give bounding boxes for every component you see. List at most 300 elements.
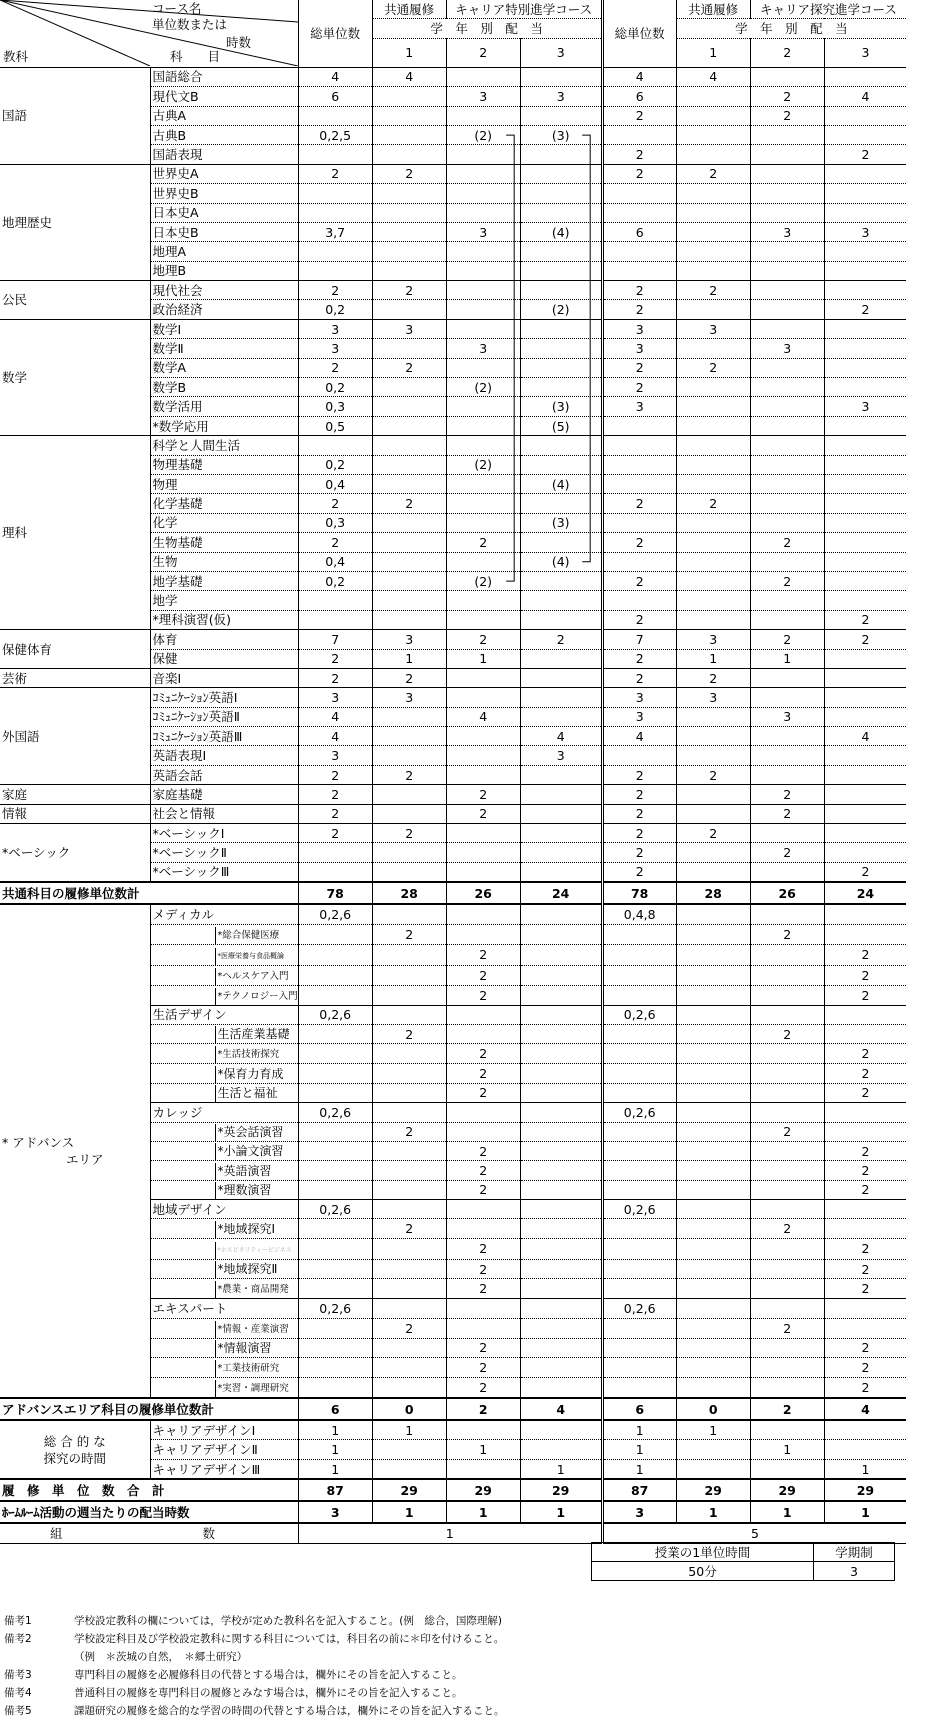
tankyu-subject: キャリアデザインⅡ bbox=[150, 1440, 298, 1459]
year-header2-y2: 2 bbox=[750, 38, 824, 67]
kyoka-name: *ベーシック bbox=[0, 824, 150, 883]
subject-value: 4 bbox=[602, 67, 676, 86]
area-subject-label: *保育力育成 bbox=[215, 1066, 284, 1083]
kyoka-name: 情報 bbox=[0, 804, 150, 823]
grand-total-value: 29 bbox=[824, 1479, 906, 1501]
subject-value: 2 bbox=[602, 843, 676, 862]
subject-value: 3 bbox=[602, 707, 676, 726]
area-value: 2 bbox=[824, 1378, 906, 1399]
area-subject-label: *小論文演習 bbox=[215, 1143, 284, 1160]
area-subject-label: 生活産業基礎 bbox=[215, 1026, 290, 1043]
area-subject-label: *英語演習 bbox=[215, 1163, 272, 1180]
kyoka-name: 外国語 bbox=[0, 688, 150, 785]
subject-value: 2 bbox=[446, 804, 520, 823]
area-total-1: 0,2,6 bbox=[298, 1200, 372, 1219]
subject-value: 0,2 bbox=[298, 571, 372, 590]
note-text: 学校設定科目及び学校設定教科に関する科目については，科目名の前に＊印を付けること。 bbox=[74, 1633, 505, 1645]
grand-total-value: 87 bbox=[602, 1479, 676, 1501]
subject-value: 2 bbox=[750, 804, 824, 823]
subject-value: 2 bbox=[750, 843, 824, 862]
subject-value: 1 bbox=[750, 649, 824, 668]
subject-value: 0,2,5 bbox=[298, 125, 372, 144]
subject-value: 2 bbox=[824, 630, 906, 649]
area-subject-label: *情報・産業演習 bbox=[215, 1321, 289, 1338]
course-label: コース名 bbox=[152, 1, 202, 16]
subject-value: 2 bbox=[602, 785, 676, 804]
kumi-value-1: 1 bbox=[298, 1523, 602, 1543]
subject-value: 2 bbox=[602, 824, 676, 843]
area-value: 2 bbox=[750, 1122, 824, 1141]
subject-value: 2 bbox=[446, 785, 520, 804]
subject-value: 2 bbox=[298, 765, 372, 784]
subject-value: 3 bbox=[372, 630, 446, 649]
note-key: 備考3 bbox=[4, 1669, 32, 1681]
area-value: 2 bbox=[824, 1338, 906, 1357]
year-header-y3: 3 bbox=[520, 38, 602, 67]
subject-value: 4 bbox=[520, 727, 602, 746]
area-value: 2 bbox=[824, 985, 906, 1005]
area-total-2: 0,2,6 bbox=[602, 1103, 676, 1122]
subject-value: 3 bbox=[298, 688, 372, 707]
note-key: 備考2 bbox=[4, 1633, 32, 1645]
area-value: 2 bbox=[446, 1161, 520, 1180]
tankyu-value: 1 bbox=[298, 1420, 372, 1440]
subject-value: 4 bbox=[824, 727, 906, 746]
advance-total-value: 2 bbox=[446, 1398, 520, 1420]
subject-value: 3 bbox=[446, 222, 520, 241]
area-total-2: 0,2,6 bbox=[602, 1005, 676, 1024]
tankyu-name-2: 探究の時間 bbox=[43, 1450, 106, 1466]
homeroom-value: 1 bbox=[446, 1501, 520, 1523]
subject-value: 2 bbox=[372, 358, 446, 377]
note-key: 備考5 bbox=[4, 1705, 32, 1717]
subject-value: 2 bbox=[676, 494, 750, 513]
area-value: 2 bbox=[372, 1318, 446, 1338]
subject-value: 2 bbox=[824, 610, 906, 629]
kyoka-name: 理科 bbox=[0, 436, 150, 630]
subject-value: 2 bbox=[520, 630, 602, 649]
tankyu-value: 1 bbox=[372, 1420, 446, 1440]
area-subject-label: *ホスピタリティービジネス bbox=[215, 1242, 292, 1259]
subject-value: 2 bbox=[602, 765, 676, 784]
subject-name: ｺﾐｭﾆｹｰｼｮﾝ英語Ⅲ bbox=[150, 727, 298, 746]
subject-name: *ベーシックⅢ bbox=[150, 862, 298, 882]
area-total-1: 0,2,6 bbox=[298, 1299, 372, 1318]
area-value: 2 bbox=[824, 965, 906, 985]
area-name: カレッジ bbox=[150, 1103, 298, 1122]
subject-value: (4) bbox=[520, 474, 602, 493]
bracket-line bbox=[582, 135, 590, 562]
grand-total-value: 29 bbox=[446, 1479, 520, 1501]
subject-name: 物理 bbox=[150, 474, 298, 493]
subject-value: 3 bbox=[520, 746, 602, 765]
subject-value: 7 bbox=[298, 630, 372, 649]
subject-value: 2 bbox=[750, 571, 824, 590]
subject-name: 地理A bbox=[150, 242, 298, 261]
area-value: 2 bbox=[446, 1141, 520, 1160]
area-value: 2 bbox=[824, 944, 906, 965]
subject-value: 2 bbox=[446, 630, 520, 649]
subject-value: 2 bbox=[602, 571, 676, 590]
advance-total-value: 0 bbox=[372, 1398, 446, 1420]
subject-value: (2) bbox=[446, 125, 520, 144]
tankyu-value: 1 bbox=[298, 1440, 372, 1459]
area-value: 2 bbox=[446, 1238, 520, 1259]
subject-value: 2 bbox=[372, 164, 446, 183]
subject-value: (2) bbox=[446, 455, 520, 474]
subject-value: 2 bbox=[298, 533, 372, 552]
tankyu-value: 1 bbox=[824, 1459, 906, 1479]
area-subject-label: *総合保健医療 bbox=[215, 927, 280, 944]
area-value: 2 bbox=[824, 1161, 906, 1180]
subject-value: 3,7 bbox=[298, 222, 372, 241]
homeroom-value: 1 bbox=[520, 1501, 602, 1523]
subject-value: 3 bbox=[602, 397, 676, 416]
area-value: 2 bbox=[824, 1259, 906, 1278]
area-subject-label: *農業・商品開発 bbox=[215, 1281, 289, 1298]
subject-value: 2 bbox=[298, 281, 372, 300]
year-header2-y1: 1 bbox=[676, 38, 750, 67]
subject-value: 3 bbox=[298, 319, 372, 338]
subject-value: 0,4 bbox=[298, 552, 372, 571]
subject-name: 物理基礎 bbox=[150, 455, 298, 474]
subject-value: 2 bbox=[602, 358, 676, 377]
course1-common-header: 共通履修 bbox=[372, 0, 446, 19]
year-header-y1: 1 bbox=[372, 38, 446, 67]
area-subject-label: *テクノロジー入門 bbox=[215, 988, 298, 1005]
subject-name: 世界史A bbox=[150, 164, 298, 183]
subject-value: 2 bbox=[602, 649, 676, 668]
common-total-value: 24 bbox=[824, 882, 906, 904]
subject-value: 2 bbox=[602, 610, 676, 629]
subject-name: 政治経済 bbox=[150, 300, 298, 319]
common-total-value: 26 bbox=[446, 882, 520, 904]
area-value: 2 bbox=[446, 944, 520, 965]
area-value: 2 bbox=[446, 1279, 520, 1299]
subject-value: 2 bbox=[298, 649, 372, 668]
homeroom-value: 1 bbox=[750, 1501, 824, 1523]
area-subject-label: 生活と福祉 bbox=[215, 1085, 278, 1102]
subject-value: 0,3 bbox=[298, 513, 372, 532]
subject-value: 0,4 bbox=[298, 474, 372, 493]
subject-name: *ベーシックⅠ bbox=[150, 824, 298, 843]
advance-total-value: 0 bbox=[676, 1398, 750, 1420]
area-value: 2 bbox=[824, 1238, 906, 1259]
subject-name: 地学基礎 bbox=[150, 571, 298, 590]
grand-total-value: 29 bbox=[750, 1479, 824, 1501]
note-key: 備考1 bbox=[4, 1615, 32, 1627]
subject-value: (3) bbox=[520, 125, 602, 144]
kumi-label-2: 数 bbox=[202, 1525, 216, 1541]
subject-value: 3 bbox=[372, 688, 446, 707]
subject-name: 数学Ⅱ bbox=[150, 339, 298, 358]
subject-value: 2 bbox=[676, 668, 750, 687]
advance-total-value: 4 bbox=[520, 1398, 602, 1420]
homeroom-label: ﾎｰﾑﾙｰﾑ活動の週当たりの配当時数 bbox=[0, 1501, 298, 1523]
kumi-value-2: 5 bbox=[602, 1523, 906, 1543]
bracket-line bbox=[506, 135, 514, 581]
subject-name: 社会と情報 bbox=[150, 804, 298, 823]
subject-value: 3 bbox=[520, 87, 602, 106]
area-total-2: 0,4,8 bbox=[602, 904, 676, 924]
area-value: 2 bbox=[750, 1318, 824, 1338]
area-total-2: 0,2,6 bbox=[602, 1200, 676, 1219]
subject-value: 3 bbox=[750, 339, 824, 358]
subject-name: 化学基礎 bbox=[150, 494, 298, 513]
course1-name-header: キャリア特別進学コース bbox=[446, 0, 602, 19]
area-value: 2 bbox=[446, 985, 520, 1005]
subject-value: 0,3 bbox=[298, 397, 372, 416]
area-value: 2 bbox=[750, 924, 824, 944]
subject-value: 2 bbox=[602, 378, 676, 397]
area-subject-label: *医療栄養与食品概論 bbox=[215, 948, 285, 965]
subject-name: 現代社会 bbox=[150, 281, 298, 300]
area-value: 2 bbox=[372, 924, 446, 944]
subject-value: 2 bbox=[750, 533, 824, 552]
unit-time-value: 50分 bbox=[592, 1562, 814, 1581]
subject-value: 2 bbox=[372, 668, 446, 687]
subject-name: 日本史B bbox=[150, 222, 298, 241]
units-label: 単位数または bbox=[152, 17, 228, 32]
subject-name: 地学 bbox=[150, 591, 298, 610]
subject-value: 2 bbox=[676, 164, 750, 183]
hours-label: 時数 bbox=[226, 35, 252, 50]
subject-value: 2 bbox=[750, 785, 824, 804]
subject-value: (5) bbox=[520, 416, 602, 435]
subject-value: 0,5 bbox=[298, 416, 372, 435]
subject-value: 3 bbox=[298, 746, 372, 765]
area-subject-label: *地域探究Ⅰ bbox=[215, 1221, 276, 1238]
area-total-1: 0,2,6 bbox=[298, 1005, 372, 1024]
tankyu-value: 1 bbox=[446, 1440, 520, 1459]
course2-name-header: キャリア探究進学コース bbox=[750, 0, 906, 19]
tankyu-subject: キャリアデザインⅢ bbox=[150, 1459, 298, 1479]
subject-value: 2 bbox=[602, 862, 676, 882]
area-name: エキスパート bbox=[150, 1299, 298, 1318]
subject-name: 数学A bbox=[150, 358, 298, 377]
subject-value: 3 bbox=[298, 339, 372, 358]
area-value: 2 bbox=[824, 1180, 906, 1199]
subject-value: 0,2 bbox=[298, 378, 372, 397]
tankyu-value: 1 bbox=[676, 1420, 750, 1440]
subject-value: 6 bbox=[602, 87, 676, 106]
area-subject-label: *情報演習 bbox=[215, 1340, 272, 1357]
subject-name: 英語会話 bbox=[150, 765, 298, 784]
course2-common-header: 共通履修 bbox=[676, 0, 750, 19]
area-total-1: 0,2,6 bbox=[298, 1103, 372, 1122]
kumi-label-1: 組 bbox=[50, 1525, 63, 1541]
subject-value: 2 bbox=[602, 533, 676, 552]
note-text: 専門科目の履修を必履修科目の代替とする場合は，欄外にその旨を記入すること。 bbox=[74, 1669, 463, 1681]
area-value: 2 bbox=[824, 1141, 906, 1160]
advance-total-label: アドバンスエリア科目の履修単位数計 bbox=[0, 1398, 298, 1420]
advance-total-value: 2 bbox=[750, 1398, 824, 1420]
area-total-1: 0,2,6 bbox=[298, 904, 372, 924]
subject-name: 古典B bbox=[150, 125, 298, 144]
term-label: 学期制 bbox=[814, 1543, 895, 1562]
grand-total-label: 履 修 単 位 数 合 計 bbox=[0, 1479, 298, 1501]
subject-value: 3 bbox=[372, 319, 446, 338]
area-value: 2 bbox=[824, 1358, 906, 1378]
subject-value: 3 bbox=[750, 222, 824, 241]
area-subject-label: *工業技術研究 bbox=[215, 1360, 280, 1377]
subject-value: 2 bbox=[602, 668, 676, 687]
subject-value: 6 bbox=[298, 87, 372, 106]
note-text: 学校設定教科の欄については，学校が定めた教科名を記入すること。(例 総合，国際理解) bbox=[74, 1615, 502, 1627]
by-year-header-1: 学 年 別 配 当 bbox=[372, 19, 602, 38]
subject-value: 2 bbox=[298, 804, 372, 823]
subject-value: (3) bbox=[520, 513, 602, 532]
advance-name-1: * アドバンス bbox=[2, 1135, 75, 1151]
tankyu-subject: キャリアデザインⅠ bbox=[150, 1420, 298, 1440]
area-subject-label: *ヘルスケア入門 bbox=[215, 968, 289, 985]
area-value: 2 bbox=[824, 1279, 906, 1299]
area-subject-label: *生活技術探究 bbox=[215, 1046, 280, 1063]
subject-value: 2 bbox=[676, 824, 750, 843]
subject-value: 2 bbox=[298, 785, 372, 804]
subject-value: 4 bbox=[824, 87, 906, 106]
area-subject-label: *理数演習 bbox=[215, 1182, 272, 1199]
subject-name: 世界史B bbox=[150, 184, 298, 203]
homeroom-value: 3 bbox=[602, 1501, 676, 1523]
common-total-value: 28 bbox=[676, 882, 750, 904]
subject-value: 3 bbox=[824, 222, 906, 241]
kyoka-name: 芸術 bbox=[0, 668, 150, 687]
area-name: 地域デザイン bbox=[150, 1200, 298, 1219]
area-value: 2 bbox=[446, 1083, 520, 1102]
subject-value: 2 bbox=[298, 358, 372, 377]
subject-value: 1 bbox=[446, 649, 520, 668]
common-total-value: 24 bbox=[520, 882, 602, 904]
subject-name: ｺﾐｭﾆｹｰｼｮﾝ英語Ⅱ bbox=[150, 707, 298, 726]
common-total-label: 共通科目の履修単位数計 bbox=[0, 882, 298, 904]
subject-name: 現代文B bbox=[150, 87, 298, 106]
subject-value: 2 bbox=[446, 533, 520, 552]
subject-value: 3 bbox=[602, 688, 676, 707]
subject-value: 3 bbox=[824, 397, 906, 416]
kyoka-name: 保健体育 bbox=[0, 630, 150, 669]
subject-value: 2 bbox=[824, 300, 906, 319]
subject-name: 家庭基礎 bbox=[150, 785, 298, 804]
note-text: 課題研究の履修を総合的な学習の時間の代替とする場合は，欄外にその旨を記入すること。 bbox=[74, 1705, 505, 1717]
unit-time-label: 授業の1単位時間 bbox=[592, 1543, 814, 1562]
subject-value: 4 bbox=[298, 67, 372, 86]
subject-value: 2 bbox=[750, 106, 824, 125]
subject-name: 数学活用 bbox=[150, 397, 298, 416]
subject-value: 0,2 bbox=[298, 455, 372, 474]
note-key: 備考4 bbox=[4, 1687, 32, 1699]
subject-name: 国語総合 bbox=[150, 67, 298, 86]
subject-value: 2 bbox=[676, 281, 750, 300]
subject-value: 2 bbox=[298, 494, 372, 513]
subject-value: (4) bbox=[520, 222, 602, 241]
area-value: 2 bbox=[372, 1219, 446, 1238]
subject-value: 2 bbox=[298, 668, 372, 687]
subject-name: 生物基礎 bbox=[150, 533, 298, 552]
subject-name: 保健 bbox=[150, 649, 298, 668]
area-subject-label: *実習・調理研究 bbox=[215, 1380, 289, 1397]
subject-value: 0,2 bbox=[298, 300, 372, 319]
subject-value: 2 bbox=[824, 862, 906, 882]
subject-value: 3 bbox=[446, 339, 520, 358]
subject-value: 3 bbox=[602, 339, 676, 358]
subject-name: *ベーシックⅡ bbox=[150, 843, 298, 862]
kyoka-name: 地理歴史 bbox=[0, 164, 150, 280]
subject-value: 1 bbox=[372, 649, 446, 668]
area-name: メディカル bbox=[150, 904, 298, 924]
area-subject-label: *英会話演習 bbox=[215, 1124, 284, 1141]
subject-name: 生物 bbox=[150, 552, 298, 571]
advance-total-value: 6 bbox=[602, 1398, 676, 1420]
homeroom-value: 3 bbox=[298, 1501, 372, 1523]
area-value: 2 bbox=[824, 1044, 906, 1064]
subject-value: 2 bbox=[824, 145, 906, 164]
subject-value: 6 bbox=[602, 222, 676, 241]
subject-name: *理科演習(仮) bbox=[150, 610, 298, 629]
grand-total-value: 29 bbox=[520, 1479, 602, 1501]
area-value: 2 bbox=[446, 1180, 520, 1199]
subject-value: 2 bbox=[372, 765, 446, 784]
area-value: 2 bbox=[824, 1083, 906, 1102]
total-units-header-1: 総単位数 bbox=[298, 0, 372, 67]
subject-value: 3 bbox=[750, 707, 824, 726]
subject-value: 2 bbox=[750, 630, 824, 649]
total-units-header-2: 総単位数 bbox=[602, 0, 676, 67]
year-header2-y3: 3 bbox=[824, 38, 906, 67]
subject-value: 2 bbox=[602, 494, 676, 513]
tankyu-name-1: 総 合 的 な bbox=[43, 1433, 106, 1449]
subject-name: 音楽Ⅰ bbox=[150, 668, 298, 687]
subject-value: 4 bbox=[298, 707, 372, 726]
area-value: 2 bbox=[446, 1378, 520, 1399]
common-total-value: 78 bbox=[298, 882, 372, 904]
subject-name: 英語表現Ⅰ bbox=[150, 746, 298, 765]
subject-name: 数学B bbox=[150, 378, 298, 397]
area-value: 2 bbox=[446, 1259, 520, 1278]
subject-value: 3 bbox=[602, 319, 676, 338]
subject-value: 4 bbox=[446, 707, 520, 726]
subject-value: 3 bbox=[446, 87, 520, 106]
subject-value: (3) bbox=[520, 397, 602, 416]
subject-value: 2 bbox=[298, 824, 372, 843]
year-header-y2: 2 bbox=[446, 38, 520, 67]
homeroom-value: 1 bbox=[676, 1501, 750, 1523]
subject-value: 1 bbox=[676, 649, 750, 668]
area-value: 2 bbox=[824, 1064, 906, 1083]
note-text: （例 ＊茨城の自然， ＊郷土研究） bbox=[74, 1651, 248, 1663]
subject-value: 2 bbox=[676, 358, 750, 377]
subject-value: 4 bbox=[372, 67, 446, 86]
tankyu-value: 1 bbox=[750, 1440, 824, 1459]
area-value: 2 bbox=[446, 1044, 520, 1064]
subject-value: 2 bbox=[602, 281, 676, 300]
area-subject-label: *地域探究Ⅱ bbox=[215, 1261, 278, 1278]
by-year-header-2: 学 年 別 配 当 bbox=[676, 19, 906, 38]
subject-name: 体育 bbox=[150, 630, 298, 649]
tankyu-value: 1 bbox=[520, 1459, 602, 1479]
subject-name: 数学Ⅰ bbox=[150, 319, 298, 338]
subject-value: 2 bbox=[602, 145, 676, 164]
subject-name: 古典A bbox=[150, 106, 298, 125]
subject-value: 2 bbox=[372, 494, 446, 513]
subject-name: 地理B bbox=[150, 261, 298, 280]
kyoka-label: 教科 bbox=[3, 49, 29, 64]
subject-name: 日本史A bbox=[150, 203, 298, 222]
subject-name: 国語表現 bbox=[150, 145, 298, 164]
subject-name: *数学応用 bbox=[150, 416, 298, 435]
common-total-value: 26 bbox=[750, 882, 824, 904]
subject-name: 科学と人間生活 bbox=[150, 436, 298, 455]
